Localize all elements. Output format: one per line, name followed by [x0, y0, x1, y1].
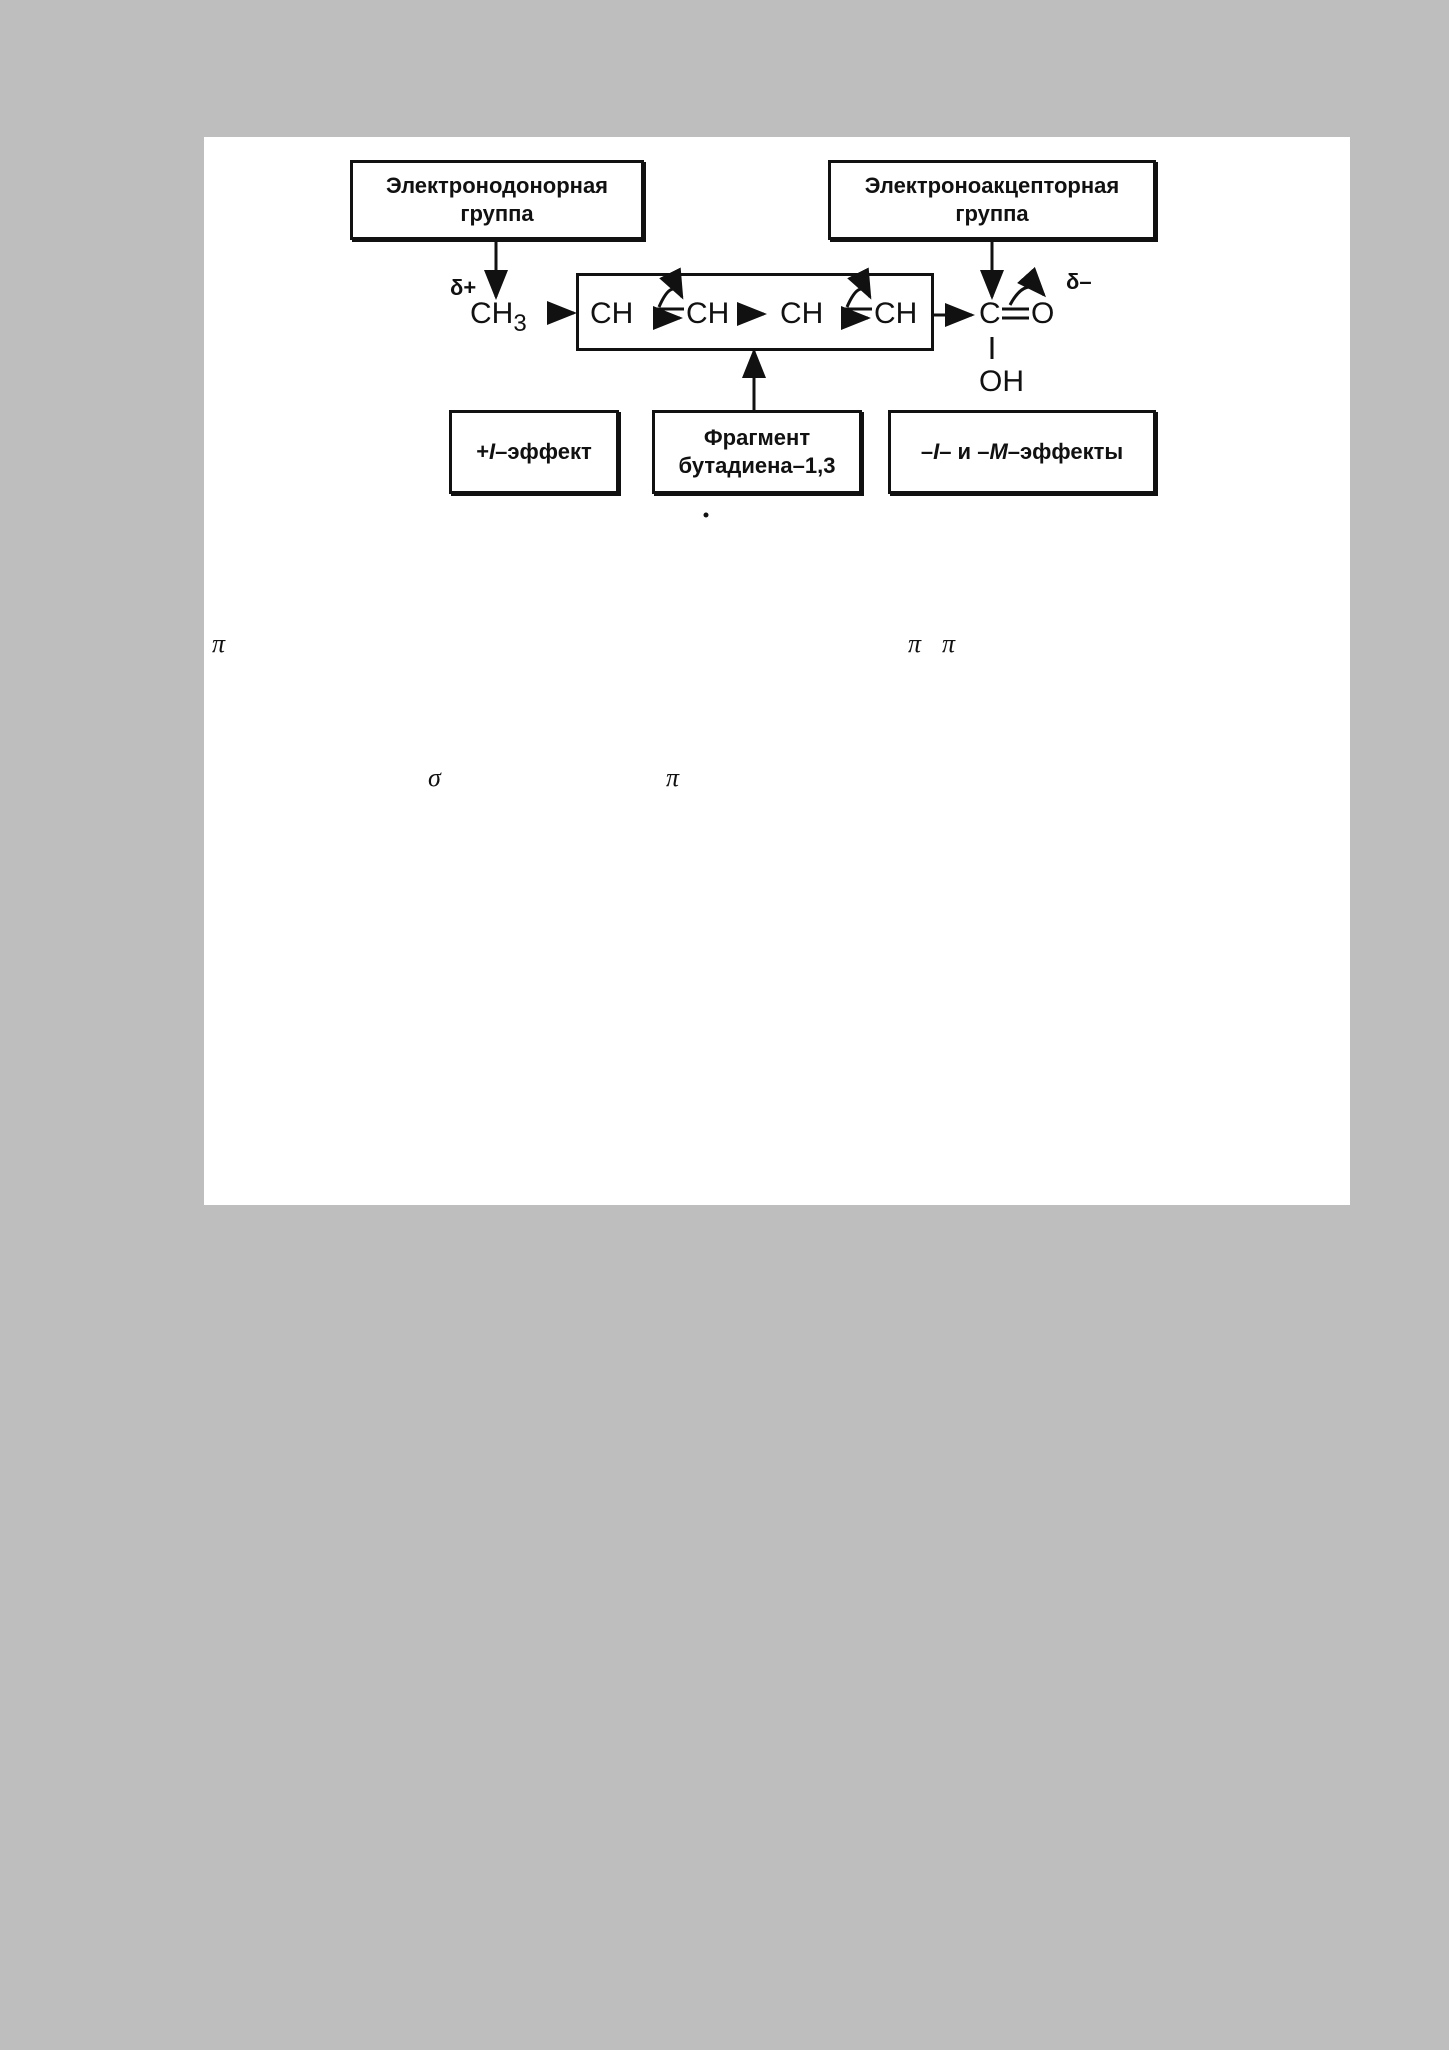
oxygen-atom: O — [1031, 297, 1055, 330]
ch3-group: $CH_3$ — [470, 297, 527, 337]
chain-ch-3: CH — [780, 297, 824, 330]
donor-line1: Электронодонорная — [385, 173, 609, 198]
pi-symbol-right-1: π — [908, 629, 922, 658]
electron-acceptor-box — [828, 160, 1156, 240]
electron-donor-box — [350, 160, 644, 240]
minus-effects-box — [888, 410, 1156, 494]
carbon-atom: C — [979, 297, 1001, 330]
delta-minus-label: δ– — [1066, 269, 1092, 294]
pi-symbol-left: π — [212, 629, 226, 658]
chain-ch-4: CH — [874, 297, 918, 330]
delta-plus-label: δ+ — [450, 275, 477, 300]
chain-ch-2: CH — [686, 297, 730, 330]
pi-symbol-right-2: π — [942, 629, 956, 658]
plus-i-effect-label: +I–эффект — [476, 439, 592, 464]
pi-symbol-middle: π — [666, 763, 680, 792]
fragment-line2: бутадиена–1,3 — [678, 453, 836, 478]
acceptor-line1: Электроноакцепторная — [864, 173, 1120, 198]
sigma-symbol: σ — [428, 763, 441, 792]
donor-line2: группа — [460, 201, 534, 226]
chain-ch-1: CH — [590, 297, 634, 330]
butadiene-fragment-box — [652, 410, 862, 494]
minus-effects-label: –I– и –M–эффекты — [920, 439, 1124, 464]
acceptor-line2: группа — [955, 201, 1029, 226]
fragment-line1: Фрагмент — [703, 425, 811, 450]
plus-i-effect-box — [449, 410, 619, 494]
document-page — [204, 137, 1350, 1205]
hydroxyl-group: OH — [979, 365, 1024, 398]
